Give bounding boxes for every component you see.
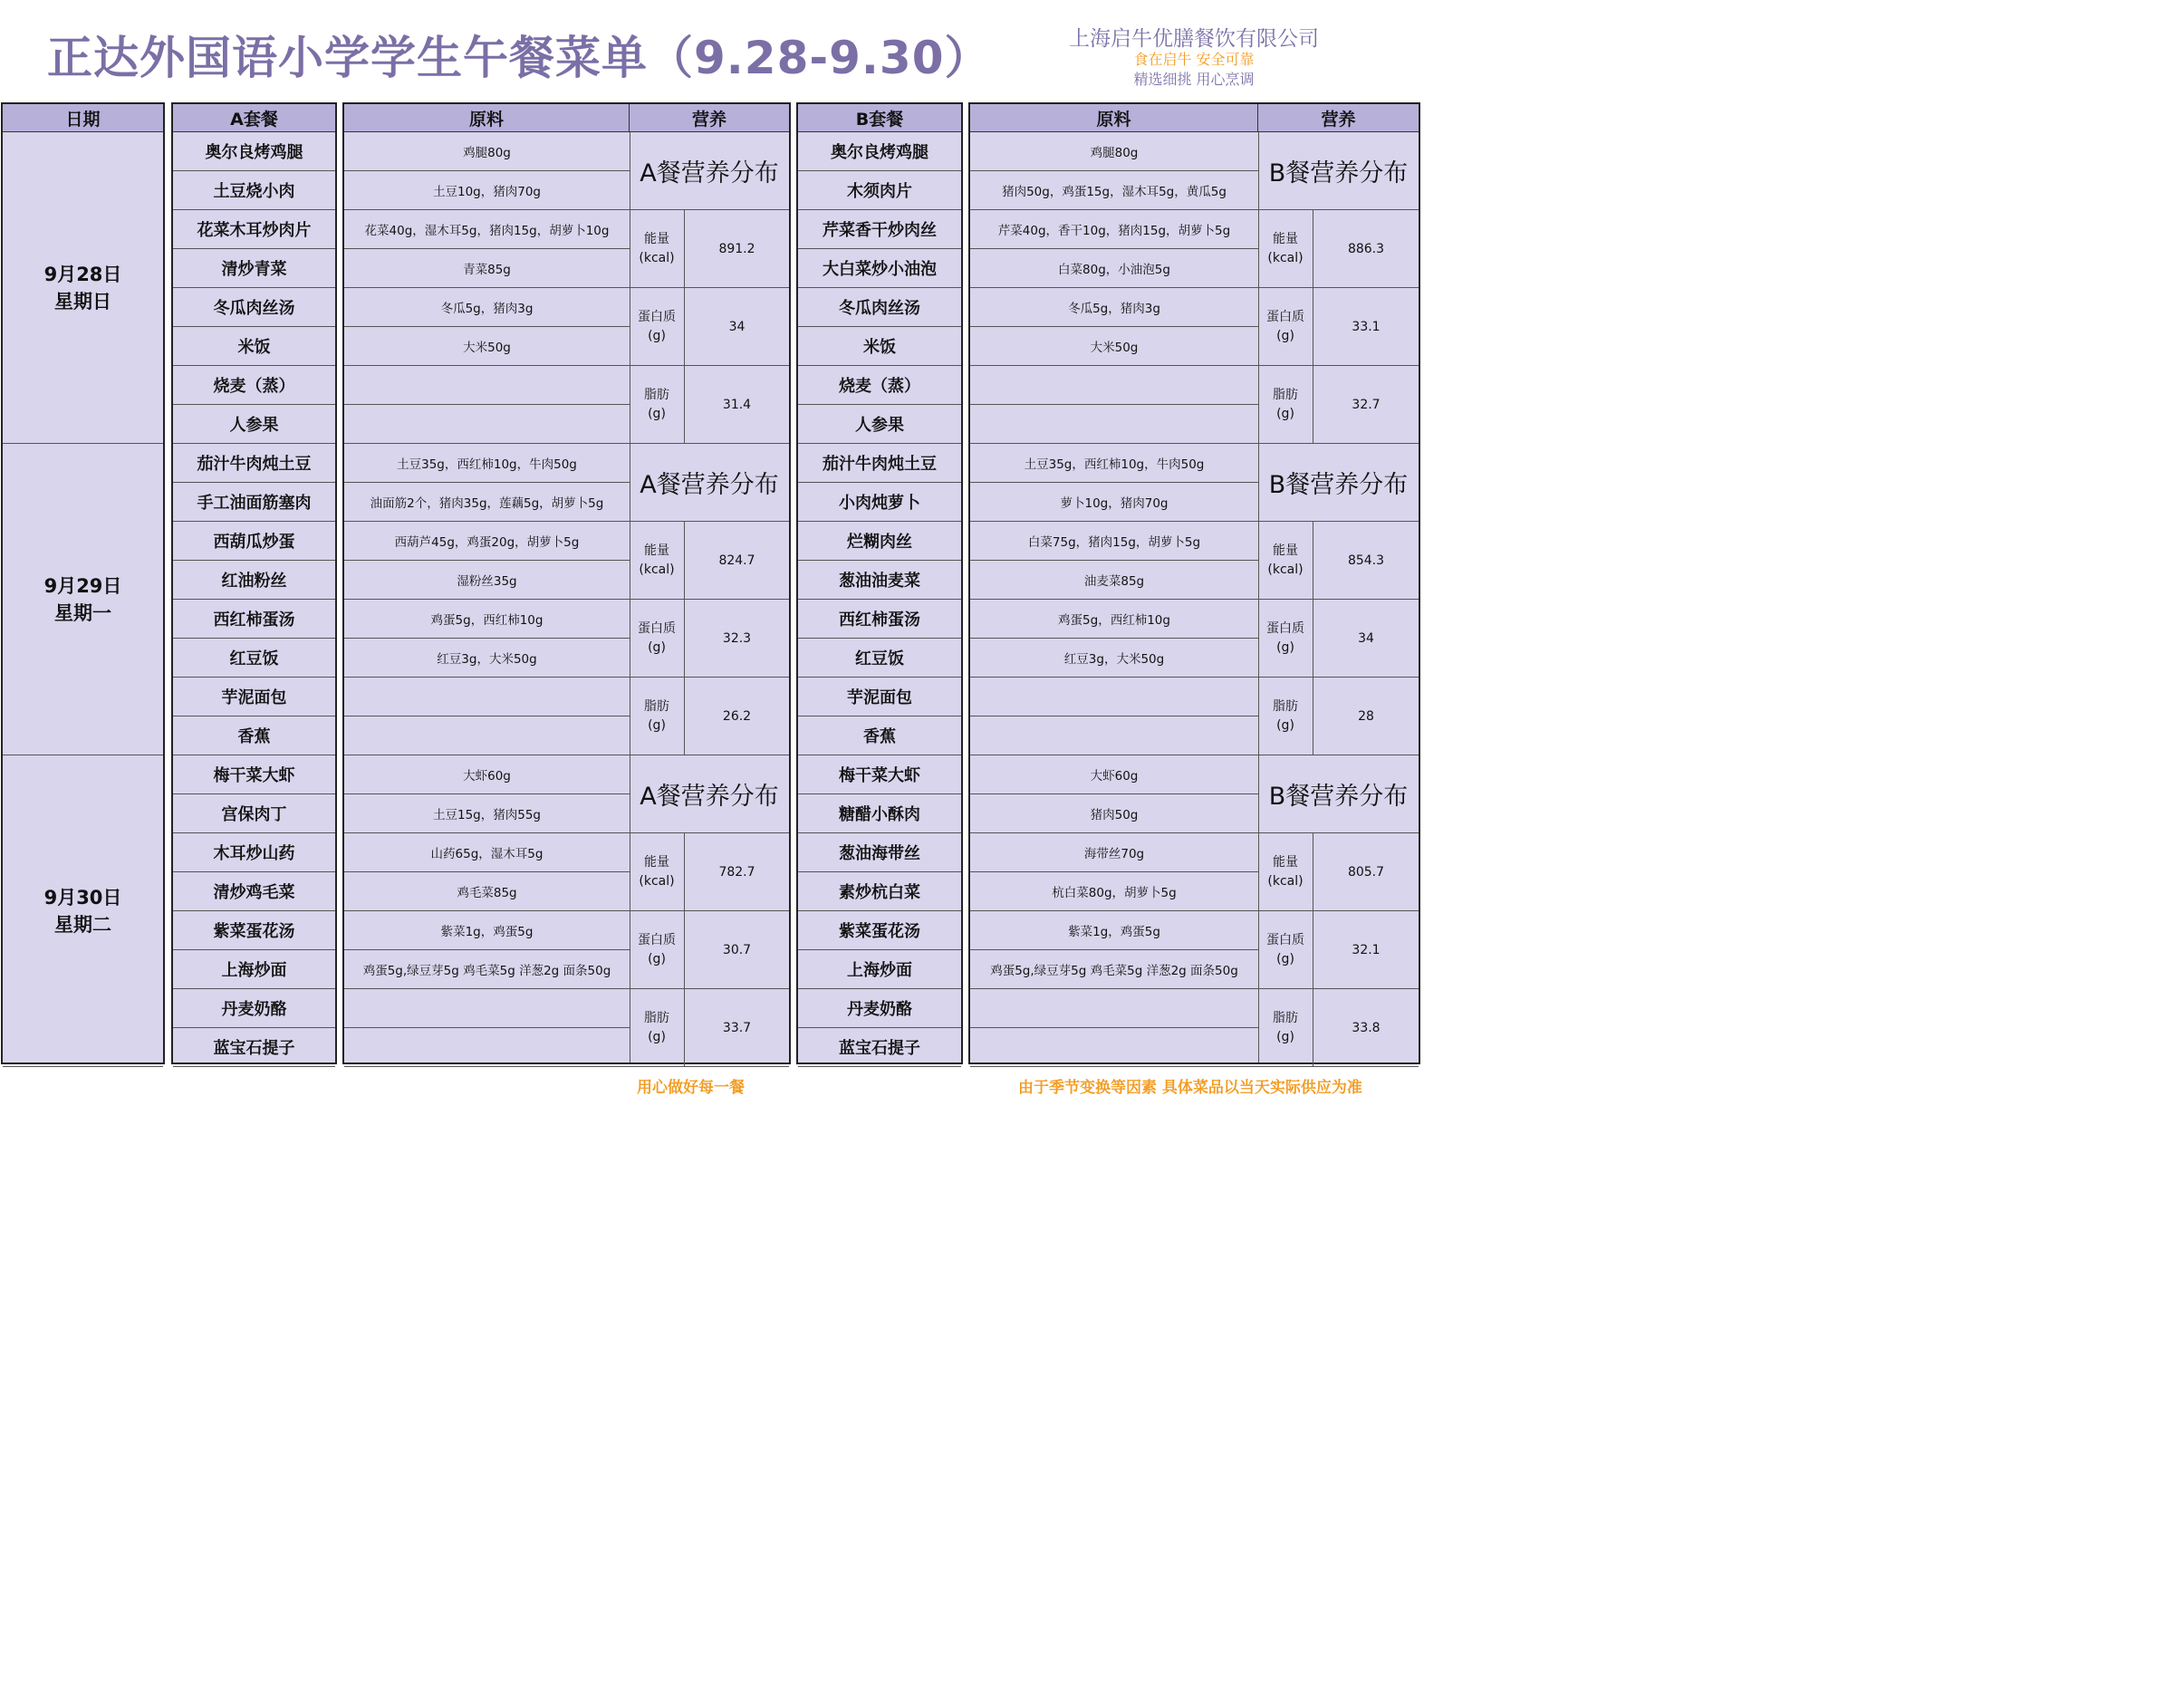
- b-dish-name: 西红柿蛋汤: [798, 600, 961, 639]
- nutrition-value-protein: 34: [685, 288, 789, 366]
- b-set-column: [796, 102, 963, 1064]
- nutrition-label-unit: (g): [1276, 328, 1294, 343]
- nutrition-label-protein: [630, 600, 685, 678]
- nutrition-label-unit: (g): [1276, 639, 1294, 655]
- nutrition-label-energy: [1258, 833, 1313, 911]
- a-dish-ingredients: [344, 1028, 630, 1067]
- b-dish-ingredients: 大米50g: [970, 327, 1258, 366]
- company-slogan-2: 精选细挑 用心烹调: [1133, 71, 1255, 88]
- a-ingredients-nutrition-column: [342, 102, 791, 1064]
- a-dish-ingredients: [344, 405, 630, 444]
- nutrition-label-name: 能量: [644, 543, 669, 558]
- nutrition-label-unit: (g): [648, 1029, 666, 1044]
- nutrition-value-fat: 33.7: [685, 989, 789, 1067]
- a-dish-name: 西红柿蛋汤: [173, 600, 335, 639]
- nutrition-label-name: 脂肪: [1273, 1010, 1298, 1025]
- nutrition-value-protein: 32.1: [1313, 911, 1419, 989]
- b-dish-ingredients: 杭白菜80g，胡萝卜5g: [970, 872, 1258, 911]
- nutrition-label-name: 能量: [1273, 543, 1298, 558]
- a-dish-name: 紫菜蛋花汤: [173, 911, 335, 950]
- nutrition-label-protein: [630, 288, 685, 366]
- a-dish-ingredients: [344, 989, 630, 1028]
- a-dish-name: 冬瓜肉丝汤: [173, 288, 335, 327]
- b-dish-ingredients: 大虾60g: [970, 755, 1258, 794]
- day-date: 9月30日: [43, 886, 122, 909]
- nutrition-label-name: 蛋白质: [1266, 620, 1304, 636]
- nutrition-label-unit: (g): [648, 406, 666, 421]
- nutrition-label-name: 能量: [1273, 231, 1298, 246]
- a-dish-name: 手工油面筋塞肉: [173, 483, 335, 522]
- nutrition-label-name: 脂肪: [644, 698, 669, 714]
- nutrition-label-name: 脂肪: [644, 387, 669, 402]
- nutrition-label-name: 能量: [1273, 854, 1298, 870]
- nutrition-value-fat: 33.8: [1313, 989, 1419, 1067]
- a-dish-ingredients: 花菜40g，湿木耳5g，猪肉15g，胡萝卜10g: [344, 210, 630, 249]
- nutrition-label-unit: (g): [648, 717, 666, 733]
- nutrition-value-energy: 891.2: [685, 210, 789, 288]
- b-dish-ingredients: [970, 678, 1258, 716]
- nutrition-label-unit: (kcal): [1267, 873, 1304, 889]
- a-dish-ingredients: 冬瓜5g，猪肉3g: [344, 288, 630, 327]
- a-nutrition-heading: A餐营养分布: [630, 444, 789, 522]
- a-dish-ingredients: 大米50g: [344, 327, 630, 366]
- a-dish-name: 人参果: [173, 405, 335, 444]
- b-dish-ingredients: 白菜80g，小油泡5g: [970, 249, 1258, 288]
- nutrition-label-unit: (g): [1276, 1029, 1294, 1044]
- a-set-column: [171, 102, 337, 1064]
- a-dish-name: 蓝宝石提子: [173, 1028, 335, 1067]
- b-dish-name: 奥尔良烤鸡腿: [798, 132, 961, 171]
- nutrition-value-protein: 34: [1313, 600, 1419, 678]
- nutrition-label-protein: [1258, 288, 1313, 366]
- nutrition-label-name: 蛋白质: [638, 309, 676, 324]
- b-dish-name: 香蕉: [798, 716, 961, 755]
- date-column: [1, 102, 165, 1064]
- nutrition-value-energy: 824.7: [685, 522, 789, 600]
- nutrition-value-protein: 32.3: [685, 600, 789, 678]
- a-dish-name: 清炒鸡毛菜: [173, 872, 335, 911]
- nutrition-label-unit: (g): [1276, 951, 1294, 966]
- b-dish-ingredients: 鸡腿80g: [970, 132, 1258, 171]
- nutrition-label-name: 脂肪: [1273, 698, 1298, 714]
- b-dish-name: 小肉炖萝卜: [798, 483, 961, 522]
- nutrition-label-fat: [1258, 366, 1313, 444]
- day-cell: [3, 132, 163, 444]
- b-dish-ingredients: 猪肉50g: [970, 794, 1258, 833]
- a-dish-name: 宫保肉丁: [173, 794, 335, 833]
- b-dish-ingredients: 海带丝70g: [970, 833, 1258, 872]
- nutrition-label-energy: [630, 210, 685, 288]
- b-nutrition-header: 营养: [1258, 104, 1419, 132]
- b-dish-ingredients: 猪肉50g，鸡蛋15g，湿木耳5g，黄瓜5g: [970, 171, 1258, 210]
- b-dish-ingredients: 芹菜40g，香干10g，猪肉15g，胡萝卜5g: [970, 210, 1258, 249]
- nutrition-label-energy: [1258, 210, 1313, 288]
- b-dish-name: 木须肉片: [798, 171, 961, 210]
- nutrition-value-fat: 31.4: [685, 366, 789, 444]
- a-dish-ingredients: [344, 678, 630, 716]
- b-dish-name: 芋泥面包: [798, 678, 961, 716]
- b-dish-name: 上海炒面: [798, 950, 961, 989]
- b-dish-ingredients: 紫菜1g，鸡蛋5g: [970, 911, 1258, 950]
- a-nutrition-header: 营养: [630, 104, 789, 132]
- b-dish-ingredients: [970, 1028, 1258, 1067]
- a-dish-name: 上海炒面: [173, 950, 335, 989]
- a-dish-name: 丹麦奶酪: [173, 989, 335, 1028]
- a-dish-name: 清炒青菜: [173, 249, 335, 288]
- nutrition-label-unit: (g): [648, 328, 666, 343]
- a-dish-name: 花菜木耳炒肉片: [173, 210, 335, 249]
- nutrition-label-energy: [1258, 522, 1313, 600]
- b-dish-name: 烧麦（蒸）: [798, 366, 961, 405]
- nutrition-label-name: 脂肪: [644, 1010, 669, 1025]
- b-dish-ingredients: 油麦菜85g: [970, 561, 1258, 600]
- nutrition-label-protein: [1258, 600, 1313, 678]
- page-title: 正达外国语小学学生午餐菜单（9.28-9.30）: [47, 32, 991, 84]
- nutrition-label-fat: [630, 366, 685, 444]
- b-ingredients-nutrition-column: [968, 102, 1420, 1064]
- nutrition-value-fat: 26.2: [685, 678, 789, 755]
- nutrition-label-name: 能量: [644, 854, 669, 870]
- nutrition-label-name: 蛋白质: [638, 932, 676, 947]
- nutrition-value-fat: 28: [1313, 678, 1419, 755]
- date-header: 日期: [3, 104, 163, 132]
- b-dish-ingredients: 红豆3g，大米50g: [970, 639, 1258, 678]
- a-ingredients-header: 原料: [344, 104, 630, 132]
- b-dish-name: 红豆饭: [798, 639, 961, 678]
- nutrition-value-protein: 33.1: [1313, 288, 1419, 366]
- nutrition-label-unit: (g): [648, 951, 666, 966]
- nutrition-label-unit: (kcal): [639, 873, 675, 889]
- b-dish-name: 人参果: [798, 405, 961, 444]
- a-dish-ingredients: 土豆10g，猪肉70g: [344, 171, 630, 210]
- b-dish-ingredients: 冬瓜5g，猪肉3g: [970, 288, 1258, 327]
- b-dish-name: 素炒杭白菜: [798, 872, 961, 911]
- nutrition-value-fat: 32.7: [1313, 366, 1419, 444]
- nutrition-label-fat: [630, 678, 685, 755]
- b-dish-ingredients: [970, 716, 1258, 755]
- nutrition-label-name: 蛋白质: [1266, 309, 1304, 324]
- a-dish-ingredients: 土豆35g，西红柿10g，牛肉50g: [344, 444, 630, 483]
- day-cell: [3, 444, 163, 755]
- nutrition-label-unit: (kcal): [1267, 250, 1304, 265]
- day-date: 9月28日: [43, 263, 122, 285]
- a-dish-name: 红油粉丝: [173, 561, 335, 600]
- nutrition-label-unit: (kcal): [1267, 562, 1304, 577]
- a-dish-name: 梅干菜大虾: [173, 755, 335, 794]
- a-dish-name: 香蕉: [173, 716, 335, 755]
- day-date: 9月29日: [43, 574, 122, 597]
- nutrition-label-unit: (g): [648, 639, 666, 655]
- a-dish-ingredients: 鸡腿80g: [344, 132, 630, 171]
- a-dish-name: 土豆烧小肉: [173, 171, 335, 210]
- a-dish-name: 米饭: [173, 327, 335, 366]
- a-dish-ingredients: 湿粉丝35g: [344, 561, 630, 600]
- a-dish-ingredients: 红豆3g，大米50g: [344, 639, 630, 678]
- a-set-header: A套餐: [173, 104, 335, 132]
- b-dish-name: 葱油油麦菜: [798, 561, 961, 600]
- b-set-header: B套餐: [798, 104, 961, 132]
- a-dish-name: 芋泥面包: [173, 678, 335, 716]
- b-dish-name: 蓝宝石提子: [798, 1028, 961, 1067]
- b-dish-ingredients: [970, 405, 1258, 444]
- nutrition-label-fat: [630, 989, 685, 1067]
- b-dish-name: 冬瓜肉丝汤: [798, 288, 961, 327]
- b-dish-ingredients: 萝卜10g，猪肉70g: [970, 483, 1258, 522]
- a-dish-name: 茄汁牛肉炖土豆: [173, 444, 335, 483]
- b-nutrition-heading: B餐营养分布: [1258, 444, 1419, 522]
- b-dish-ingredients: 土豆35g，西红柿10g，牛肉50g: [970, 444, 1258, 483]
- a-nutrition-heading: A餐营养分布: [630, 132, 789, 210]
- a-dish-ingredients: 紫菜1g，鸡蛋5g: [344, 911, 630, 950]
- nutrition-label-name: 蛋白质: [638, 620, 676, 636]
- b-nutrition-heading: B餐营养分布: [1258, 755, 1419, 833]
- b-dish-name: 梅干菜大虾: [798, 755, 961, 794]
- b-dish-ingredients: [970, 366, 1258, 405]
- day-weekday: 星期二: [54, 913, 111, 936]
- company-slogan-1: 食在启牛 安全可靠: [1133, 51, 1255, 68]
- b-dish-name: 紫菜蛋花汤: [798, 911, 961, 950]
- b-ingredients-header: 原料: [970, 104, 1258, 132]
- b-dish-name: 大白菜炒小油泡: [798, 249, 961, 288]
- a-dish-name: 奥尔良烤鸡腿: [173, 132, 335, 171]
- nutrition-value-protein: 30.7: [685, 911, 789, 989]
- nutrition-label-name: 脂肪: [1273, 387, 1298, 402]
- a-dish-name: 西葫瓜炒蛋: [173, 522, 335, 561]
- b-dish-name: 糖醋小酥肉: [798, 794, 961, 833]
- nutrition-label-fat: [1258, 678, 1313, 755]
- a-dish-ingredients: 青菜85g: [344, 249, 630, 288]
- b-dish-name: 丹麦奶酪: [798, 989, 961, 1028]
- footer-right-note: 由于季节变换等因素 具体菜品以当天实际供应为准: [1018, 1079, 1362, 1097]
- a-nutrition-heading: A餐营养分布: [630, 755, 789, 833]
- nutrition-value-energy: 805.7: [1313, 833, 1419, 911]
- a-dish-ingredients: 土豆15g，猪肉55g: [344, 794, 630, 833]
- a-dish-name: 木耳炒山药: [173, 833, 335, 872]
- day-weekday: 星期一: [54, 601, 111, 624]
- b-nutrition-heading: B餐营养分布: [1258, 132, 1419, 210]
- nutrition-value-energy: 886.3: [1313, 210, 1419, 288]
- a-dish-name: 红豆饭: [173, 639, 335, 678]
- nutrition-label-name: 蛋白质: [1266, 932, 1304, 947]
- nutrition-label-fat: [1258, 989, 1313, 1067]
- company-name: 上海启牛优膳餐饮有限公司: [1069, 27, 1319, 51]
- b-dish-name: 米饭: [798, 327, 961, 366]
- a-dish-ingredients: [344, 366, 630, 405]
- a-dish-ingredients: 西葫芦45g，鸡蛋20g，胡萝卜5g: [344, 522, 630, 561]
- a-dish-ingredients: 鸡毛菜85g: [344, 872, 630, 911]
- nutrition-label-protein: [630, 911, 685, 989]
- nutrition-value-energy: 854.3: [1313, 522, 1419, 600]
- a-dish-ingredients: 大虾60g: [344, 755, 630, 794]
- nutrition-label-unit: (g): [1276, 406, 1294, 421]
- a-dish-ingredients: 鸡蛋5g，西红柿10g: [344, 600, 630, 639]
- nutrition-label-energy: [630, 522, 685, 600]
- a-dish-ingredients: 油面筋2个，猪肉35g，莲藕5g，胡萝卜5g: [344, 483, 630, 522]
- nutrition-label-unit: (kcal): [639, 562, 675, 577]
- b-dish-name: 茄汁牛肉炖土豆: [798, 444, 961, 483]
- b-dish-ingredients: [970, 989, 1258, 1028]
- nutrition-label-name: 能量: [644, 231, 669, 246]
- day-weekday: 星期日: [54, 290, 111, 313]
- nutrition-label-energy: [630, 833, 685, 911]
- nutrition-label-protein: [1258, 911, 1313, 989]
- day-cell: [3, 755, 163, 1067]
- b-dish-name: 芹菜香干炒肉丝: [798, 210, 961, 249]
- b-dish-ingredients: 鸡蛋5g,绿豆芽5g 鸡毛菜5g 洋葱2g 面条50g: [970, 950, 1258, 989]
- nutrition-label-unit: (kcal): [639, 250, 675, 265]
- a-dish-ingredients: 山药65g，湿木耳5g: [344, 833, 630, 872]
- a-dish-ingredients: 鸡蛋5g,绿豆芽5g 鸡毛菜5g 洋葱2g 面条50g: [344, 950, 630, 989]
- a-dish-ingredients: [344, 716, 630, 755]
- b-dish-ingredients: 白菜75g，猪肉15g，胡萝卜5g: [970, 522, 1258, 561]
- nutrition-label-unit: (g): [1276, 717, 1294, 733]
- b-dish-ingredients: 鸡蛋5g，西红柿10g: [970, 600, 1258, 639]
- b-dish-name: 烂糊肉丝: [798, 522, 961, 561]
- b-dish-name: 葱油海带丝: [798, 833, 961, 872]
- footer-left-note: 用心做好每一餐: [637, 1079, 745, 1097]
- a-dish-name: 烧麦（蒸）: [173, 366, 335, 405]
- nutrition-value-energy: 782.7: [685, 833, 789, 911]
